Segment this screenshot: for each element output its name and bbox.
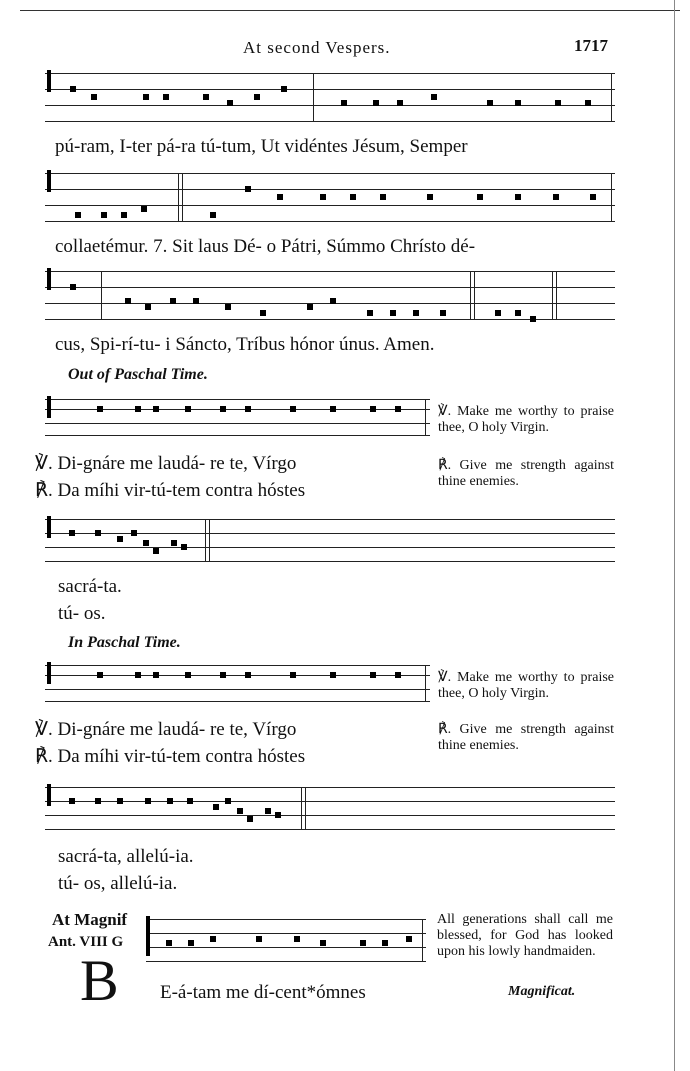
chant-staff-2: [45, 170, 615, 224]
antiphon-staff: [146, 916, 426, 966]
chant-staff-1: [45, 70, 615, 124]
chant-staff-3: [45, 268, 615, 322]
response-line-1: ℟. Da míhi vir-tú-tem contra hóstes: [35, 480, 306, 501]
initial-letter: B: [80, 948, 119, 1013]
antiphon-translation: All generations shall call me blessed, for God has looked upon his lowly handmaiden.: [437, 912, 613, 959]
antiphon-mode: Ant. VIII G: [48, 934, 124, 950]
page-edge-rule: [674, 0, 675, 1071]
header-rule: [20, 10, 680, 11]
versicle-staff-1: [45, 396, 430, 438]
versicle-staff-2: [45, 662, 430, 704]
translation-versicle-1: ℣. Make me worthy to praise thee, O holy Virgin.: [438, 404, 614, 435]
versicle-end-2: sacrá-ta, allelú-ia.: [58, 846, 194, 867]
antiphon-label: At Magnif: [52, 910, 128, 929]
rubric-out-of-paschal: Out of Paschal Time.: [68, 366, 208, 383]
hymn-lyric-line-3: cus, Spi-rí-tu- i Sáncto, Tríbus hónor únus. Amen.: [55, 334, 435, 355]
versicle-line-1: ℣. Di-gnáre me laudá- re te, Vírgo: [35, 453, 297, 474]
magnificat-cue: Magnificat.: [508, 984, 576, 999]
versicle-end-1: sacrá-ta.: [58, 576, 122, 597]
response-end-1: tú- os.: [58, 603, 106, 624]
hymn-lyric-line-2: collaetémur. 7. Sit laus Dé- o Pátri, Súmmo Chrísto dé-: [55, 236, 476, 257]
response-line-2: ℟. Da míhi vir-tú-tem contra hóstes: [35, 746, 306, 767]
hymn-lyric-line-1: pú-ram, I-ter pá-ra tú-tum, Ut vidéntes Jésum, Semper: [55, 136, 468, 157]
antiphon-lyric: E-á-tam me dí-cent*ómnes: [160, 982, 366, 1003]
versicle-end-staff-1: [45, 516, 615, 564]
versicle-line-2: ℣. Di-gnáre me laudá- re te, Vírgo: [35, 719, 297, 740]
translation-response-2: ℟. Give me strength against thine enemies.: [438, 722, 614, 753]
response-end-2: tú- os, allelú-ia.: [58, 873, 178, 894]
rubric-in-paschal: In Paschal Time.: [68, 634, 181, 651]
translation-response-1: ℟. Give me strength against thine enemies.: [438, 458, 614, 489]
translation-versicle-2: ℣. Make me worthy to praise thee, O holy Virgin.: [438, 670, 614, 701]
page-number: 1717: [574, 36, 608, 55]
versicle-end-staff-2: [45, 784, 615, 832]
running-header: At second Vespers.: [243, 38, 391, 57]
